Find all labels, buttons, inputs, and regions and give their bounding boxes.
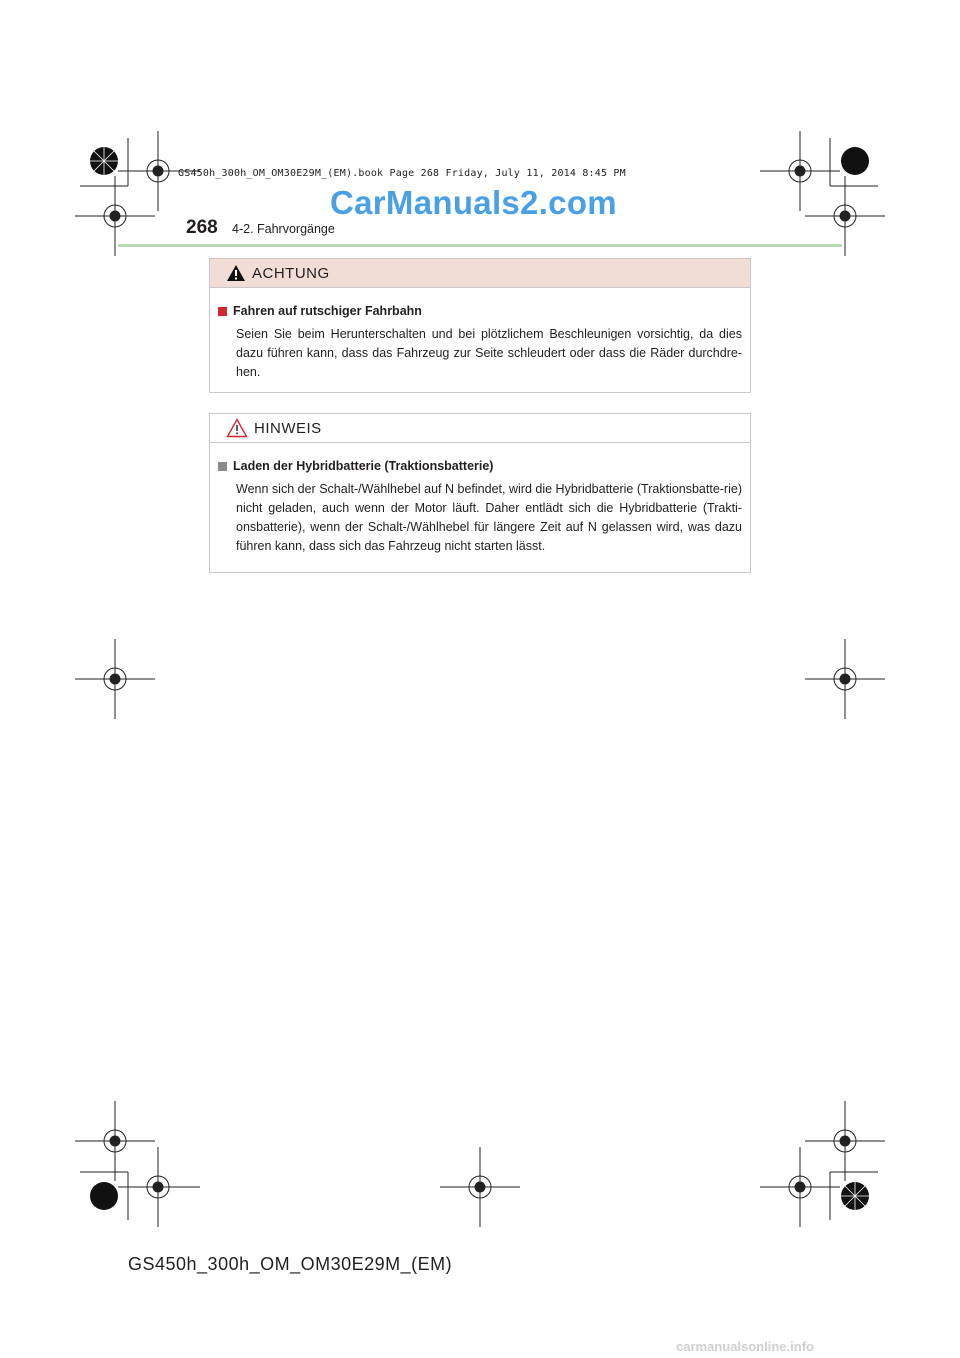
warning-triangle-icon xyxy=(226,264,246,282)
warning-box-body xyxy=(210,288,750,392)
note-box xyxy=(209,413,751,573)
header-divider xyxy=(118,244,842,247)
note-subheading xyxy=(218,457,742,476)
book-file-info: GS450h_300h_OM_OM30E29M_(EM).book Page 268 Friday, July 11, 2014 8:45 PM xyxy=(178,168,626,179)
gray-square-bullet-icon xyxy=(218,462,227,471)
footer-model-code: GS450h_300h_OM_OM30E29M_(EM) xyxy=(128,1254,453,1274)
red-square-bullet-icon xyxy=(218,307,227,316)
section-title: 4-2. Fahrvorgänge xyxy=(232,222,335,236)
note-box-body xyxy=(210,443,750,572)
warning-body-text: Seien Sie beim Herunterschalten und bei plötzlichem Beschleunigen vorsichtig, da dies dazu führen kann, dass das Fahrzeug zur Seite schleudert oder dass die Räder durchdre-hen. xyxy=(236,327,742,379)
warning-box-title: ACHTUNG xyxy=(252,264,330,282)
watermark-carmanuals2[interactable]: CarManuals2.com xyxy=(330,184,617,221)
note-body-text: Wenn sich der Schalt-/Wählhebel auf N befindet, wird die Hybridbatterie (Traktionsbatte-rie) nicht geladen, auch wenn der Motor läuft. Daher entlädt sich die Hybridbatterie (Trakti-onsbatterie), wenn der Schalt-/Wählhebel für längere Zeit auf N gelassen wird, was dazu führen kann, dass sich das Fahrzeug nicht starten lässt. xyxy=(236,482,742,553)
note-box-header xyxy=(210,414,750,443)
watermark-carmanualsonline[interactable]: carmanualsonline.info xyxy=(676,1339,814,1354)
warning-subheading xyxy=(218,302,742,321)
page-number: 268 xyxy=(186,217,218,238)
note-subheading-text: Laden der Hybridbatterie (Traktionsbatterie) xyxy=(233,459,494,473)
warning-box xyxy=(209,258,751,393)
caution-triangle-outline-icon xyxy=(226,418,248,438)
note-box-title: HINWEIS xyxy=(254,419,322,437)
warning-box-header xyxy=(210,259,750,288)
warning-subheading-text: Fahren auf rutschiger Fahrbahn xyxy=(233,304,422,318)
